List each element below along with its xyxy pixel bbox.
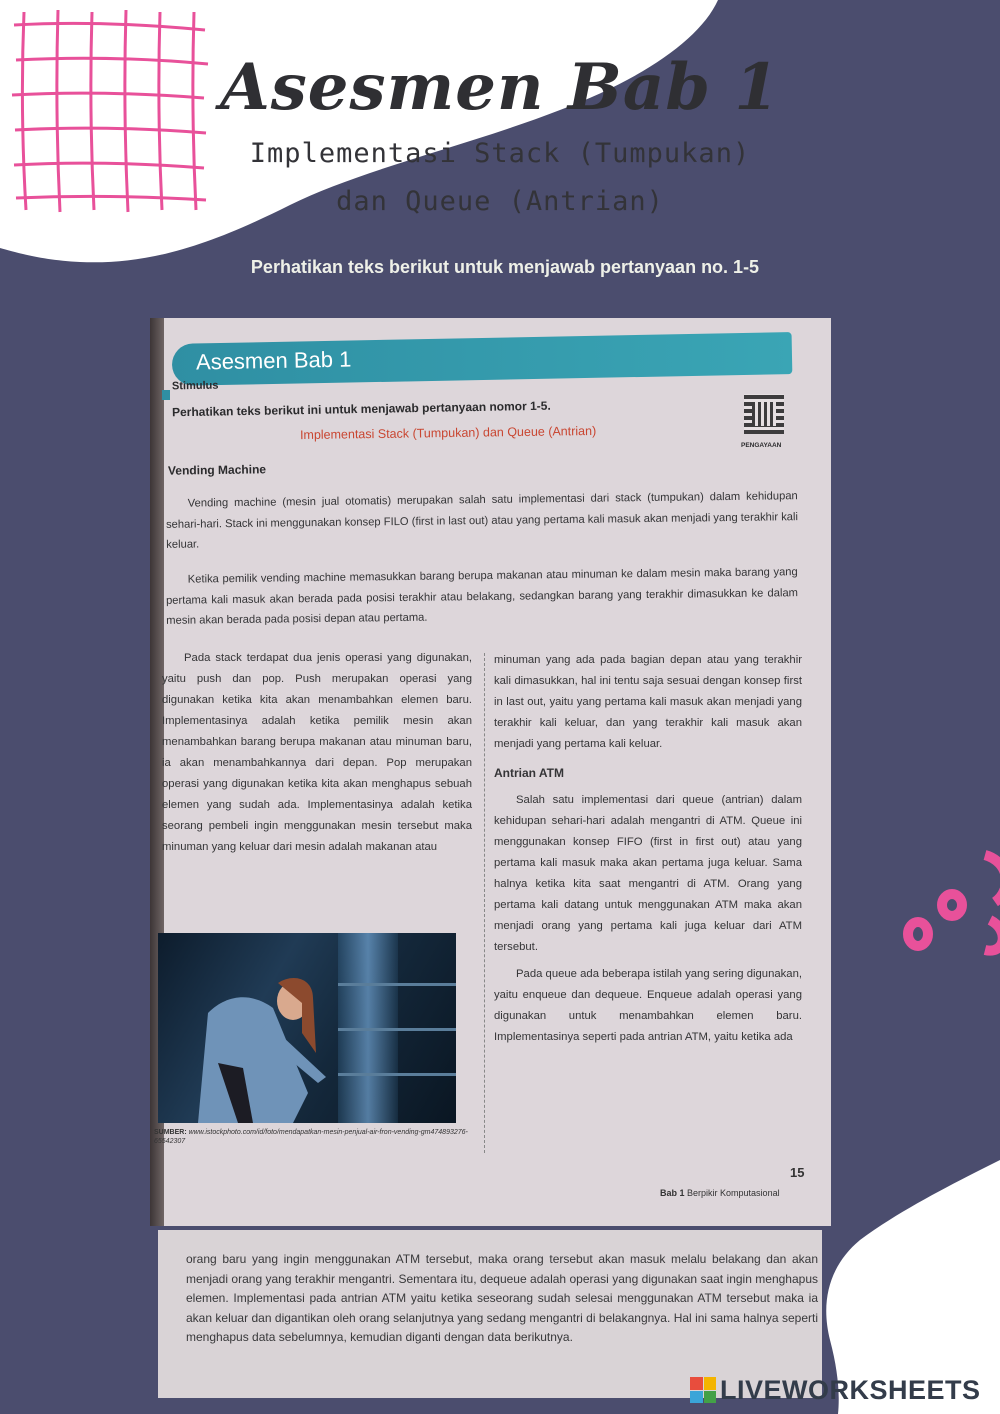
vending-machine-photo [158,933,456,1123]
continuation-text: orang baru yang ingin menggunakan ATM tersebut, maka orang tersebut akan masuk melalu belakang dan akan menjadi orang yang terakhir mengantri. Sementara itu, dequeue adalah operasi yang digunakan saat ingin menghapus elemen. Implementasi pada antrian ATM yaitu ketika seseorang sudah selesai menggunakan ATM tersebut maka ia akan keluar dan digantikan oleh orang selanjutnya yang sedang mengantri di belakangnya. Hal ini sama halnya seperti menghapus data sebelumnya, kemudian diganti dengan data berikutnya. [186,1252,818,1345]
section-heading-atm: Antrian ATM [494,766,564,780]
qr-code-icon [744,394,784,434]
topic-heading: Implementasi Stack (Tumpukan) dan Queue (Antrian) [299,423,597,443]
right-column [494,650,802,1048]
pink-rings-icon [908,855,1000,951]
right-column-text-2: Salah satu implementasi dari queue (antrian) dalam kehidupan sehari-hari adalah mengantri di ATM. Queue ini menggunakan konsep FIFO (first in first out) atau yang pertama kali masuk maka akan pertama juga keluar. Sama halnya ketika kita saat mengantri di ATM. Orang yang pertama kali datang untuk menggunakan ATM maka akan menjadi orang yang pertama kali juga keluar dari ATM tersebut. [494,794,802,953]
logo-icon [690,1377,716,1403]
source-label: SUMBER: [154,1129,187,1136]
stimulus-prompt: Perhatikan teks berikut ini untuk menjawab pertanyaan nomor 1-5. [171,398,551,420]
continuation-photo [158,1230,822,1398]
instruction-text: Perhatikan teks berikut untuk menjawab pertanyaan no. 1-5 [250,257,760,277]
left-column-text: Pada stack terdapat dua jenis operasi yang digunakan, yaitu push dan pop. Push merupakan operasi yang digunakan ketika kita akan menambahkan elemen baru. Implementasinya adalah ketika pemilik mesin akan menambahkan barang berupa makanan atau minuman baru, ia akan menambahkannya dari depan. Pop merupakan operasi yang digunakan ketika kita akan menghapus sebuah elemen yang sudah ada. Implementasinya adalah ketika seorang pembeli ingin menggunakan mesin tersebut maka minuman yang keluar dari mesin adalah makanan atau [162,652,472,853]
stimulus-marker [162,390,170,400]
right-column-text-1: minuman yang ada pada bagian depan atau yang terakhir kali dimasukkan, hal ini tentu saja sesuai dengan konsep first in last out, yaitu yang pertama kali masuk akan menjadi yang terakhir kali keluar, dan yang terakhir kali masuk akan menjadi yang pertama kali keluar. [494,654,802,750]
right-column-text-3: Pada queue ada beberapa istilah yang sering digunakan, yaitu enqueue dan dequeue. Enqueue adalah operasi yang digunakan untuk menambahkan elemen baru. Implementasinya seperti pada antrian ATM, yaitu ketika ada [494,968,802,1043]
left-column [162,648,472,858]
page-subtitle-line2: dan Queue (Antrian) [336,186,664,217]
page-subtitle-line1: Implementasi Stack (Tumpukan) [249,138,751,169]
image-source [154,1128,474,1146]
banner-title: Asesmen Bab 1 [195,346,352,375]
logo-text: LIVEWORKSHEETS [720,1374,981,1405]
book-page-photo [150,318,831,1226]
person-figure-icon [198,973,348,1123]
page-number: 15 [790,1165,805,1180]
source-url: www.istockphoto.com/id/foto/mendapatkan-mesin-penjual-air-fron-vending-gm474893276-65542307 [154,1129,468,1145]
chapter-footer [660,1188,780,1198]
qr-label: PENGAYAAN [741,442,782,449]
chapter-title: Berpikir Komputasional [687,1188,780,1198]
chapter-label: Bab 1 [660,1188,685,1198]
liveworksheets-logo [690,1374,981,1406]
column-divider [484,653,485,1153]
white-wave-top [0,0,718,262]
chapter-banner [172,332,793,386]
page-title: Asesmen Bab 1 [220,50,780,125]
stimulus-label: Stimulus [171,379,219,393]
section-heading-vending: Vending Machine [167,462,267,478]
paragraph-2: Ketika pemilik vending machine memasukkan barang berupa makanan atau minuman ke dalam mesin maka barang yang pertama kali masuk akan berada pada posisi terakhir atau belakang, sedangkan barang yang terakhir dimasukkan ke dalam mesin akan berada pada posisi depan atau pertama. [165,566,799,627]
paragraph-1: Vending machine (mesin jual otomatis) merupakan salah satu implementasi dari stack (tumpukan) dalam kehidupan sehari-hari. Stack ini menggunakan konsep FILO (first in last out) atau yang pertama kali masuk akan menjadi yang terakhir kali keluar. [165,490,799,551]
